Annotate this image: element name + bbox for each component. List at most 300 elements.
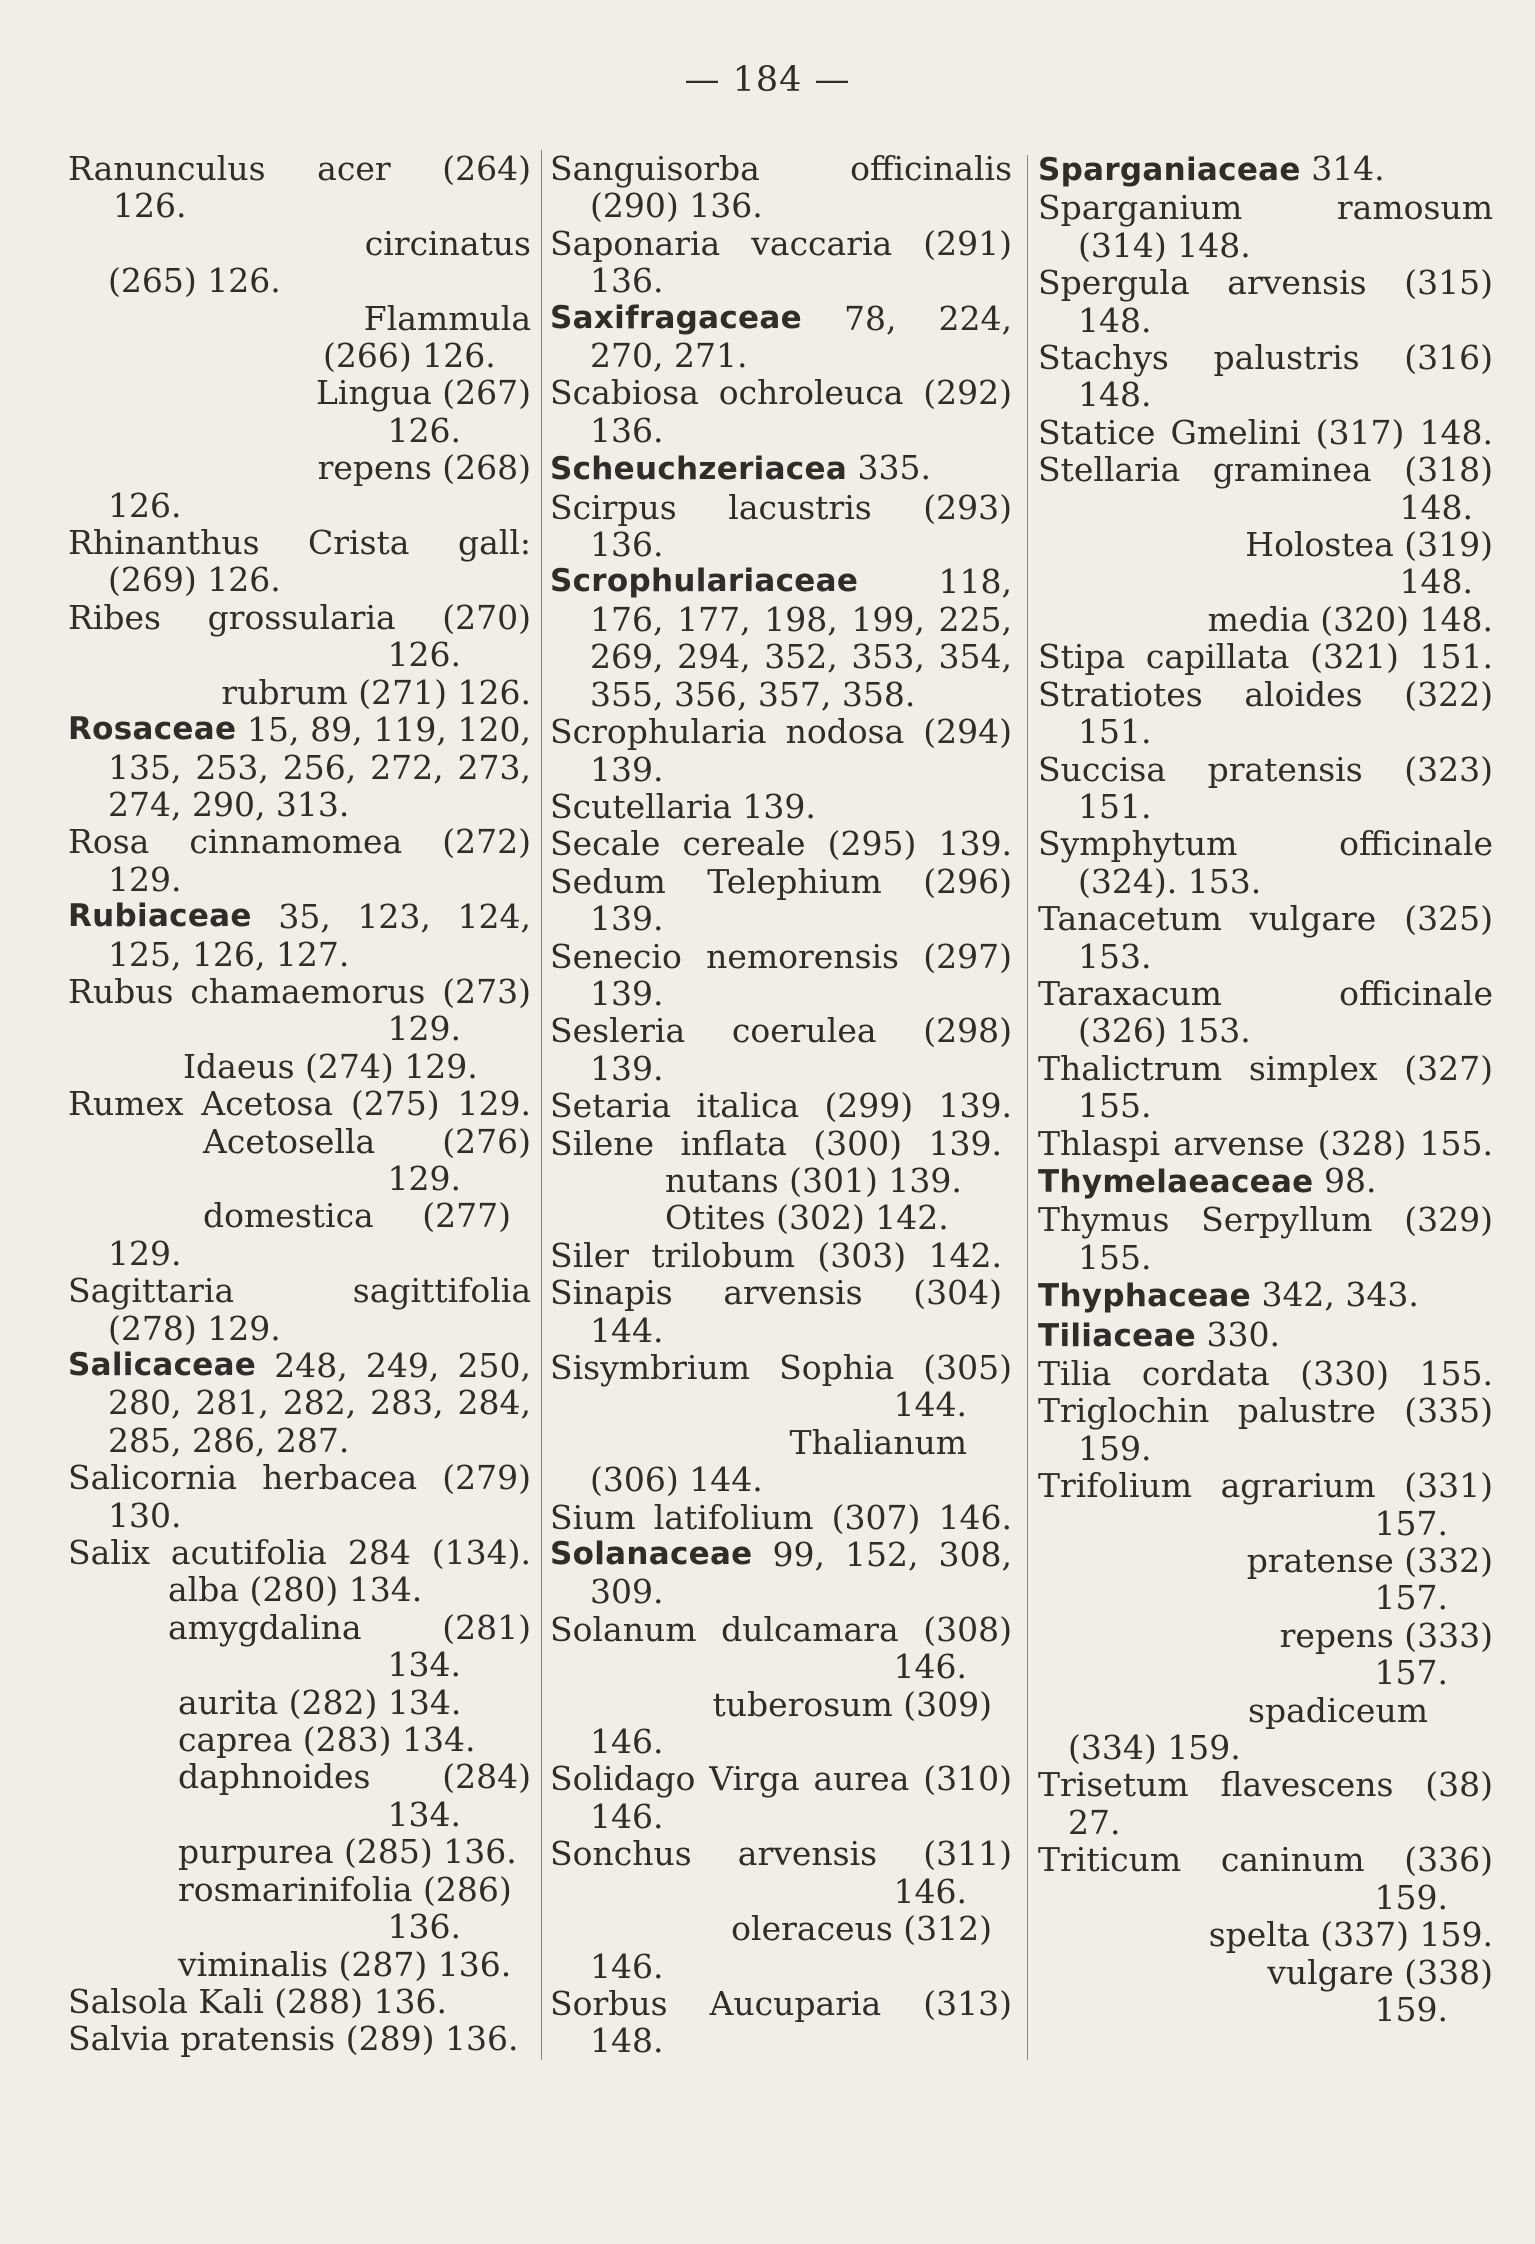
index-word: (277) [422, 1196, 511, 1236]
index-line [68, 1272, 531, 1309]
index-word: Ranunculus [68, 149, 266, 188]
index-word: (316) [1404, 338, 1493, 378]
index-word: (270) [442, 597, 531, 637]
index-word: (279) [442, 1458, 531, 1498]
index-line [550, 300, 1012, 337]
index-word: Rumex [68, 1084, 184, 1124]
index-word: palustre [1237, 1391, 1376, 1431]
index-line: 309. [590, 1572, 664, 1612]
index-word: Solanum [550, 1609, 697, 1649]
index-word: Sagittaria [68, 1271, 235, 1311]
index-word: 124, [457, 897, 531, 937]
index-line [1038, 1392, 1493, 1429]
index-word: ochroleuca [718, 373, 904, 413]
family-name: Thymelaeaceae [1038, 1163, 1314, 1200]
index-word: (275) [350, 1084, 440, 1124]
index-line: 157. [1374, 1578, 1448, 1618]
index-word: 146. [938, 1497, 1012, 1537]
index-word: 354, [938, 637, 1012, 677]
index-word: domestica [203, 1196, 374, 1236]
index-line [550, 1087, 1012, 1124]
index-line: Idaeus (274) 129. [183, 1046, 478, 1086]
index-word: 294, [677, 637, 751, 677]
index-word: ramosum [1336, 188, 1493, 228]
index-line [550, 1125, 1012, 1162]
index-line: repens (333) [1279, 1615, 1493, 1655]
index-word: 249, [365, 1346, 440, 1385]
index-line [1038, 1355, 1493, 1392]
family-name: Thyphaceae [1038, 1278, 1251, 1315]
index-line [550, 150, 1012, 187]
index-word: cereale [682, 824, 806, 864]
index-word: Trisetum [1038, 1765, 1189, 1805]
index-word: amygdalina [168, 1607, 362, 1647]
index-line: repens (268) [317, 448, 531, 488]
index-word: trilobum [651, 1235, 796, 1275]
index-word: (307) [831, 1497, 921, 1537]
index-word: inflata [680, 1123, 787, 1163]
index-line: alba (280) 134. [168, 1570, 423, 1610]
index-word: arvense [1173, 1123, 1305, 1163]
index-word: cinnamomea [189, 822, 403, 862]
index-line [550, 1349, 1012, 1386]
index-line: Holostea (319) [1245, 525, 1493, 565]
index-line: 148. [1399, 562, 1473, 602]
index-line: 157. [1374, 1503, 1448, 1543]
index-word: (327) [1404, 1048, 1493, 1088]
column-divider [1027, 155, 1028, 2060]
index-word: chamaemorus [190, 971, 426, 1011]
index-line: vulgare (338) [1267, 1952, 1493, 1992]
index-line: Salvia pratensis (289) 136. [68, 2019, 519, 2059]
index-line [68, 1085, 531, 1122]
index-word: (273) [442, 971, 531, 1011]
index-word: 199, [851, 599, 925, 639]
index-word: Sesleria [550, 1011, 686, 1051]
index-line [68, 823, 531, 860]
index-word: Stellaria [1038, 450, 1181, 490]
index-line: Tiliaceae 330. [1038, 1314, 1280, 1354]
index-line: circinatus [364, 223, 531, 263]
index-word: 253, [195, 747, 269, 787]
index-line [550, 1499, 1012, 1536]
index-word: Salicaceae [68, 1347, 257, 1383]
index-line [550, 489, 1012, 526]
index-word: 135, [108, 747, 182, 787]
index-line [68, 749, 531, 786]
index-word: gall: [457, 523, 531, 563]
index-word: (291) [923, 223, 1012, 263]
index-word: (331) [1404, 1466, 1493, 1506]
index-line: 155. [1078, 1237, 1152, 1277]
index-word: 177, [677, 599, 751, 639]
index-line [68, 1197, 531, 1234]
index-word: (299) [824, 1086, 914, 1126]
index-line: (326) 153. [1078, 1011, 1251, 1051]
index-word: Stipa [1038, 637, 1126, 677]
index-word: 225, [938, 599, 1012, 639]
index-word: Sedum [550, 861, 666, 901]
index-word: (296) [923, 861, 1012, 901]
index-line: (306) 144. [590, 1460, 763, 1500]
index-word: latifolium [653, 1497, 814, 1537]
index-line: (334) 159. [1068, 1728, 1241, 1768]
index-word: Salix [68, 1533, 151, 1573]
index-line: 126. [387, 410, 461, 450]
index-column-1 [68, 150, 531, 2058]
index-line [1038, 825, 1493, 862]
index-line [550, 1274, 1012, 1311]
index-word: Statice [1038, 412, 1156, 452]
index-line [550, 563, 1012, 600]
index-line [68, 1609, 531, 1646]
index-word: acutifolia [170, 1533, 327, 1573]
index-word: Gmelini [1170, 412, 1301, 452]
index-word: Scrophulariaceae [550, 563, 859, 600]
index-line [68, 150, 531, 187]
index-word: nemorensis [706, 936, 899, 976]
index-word: Sophia [779, 1348, 895, 1387]
index-line: Thyphaceae 342, 343. [1038, 1275, 1419, 1315]
index-word: 282, [282, 1383, 357, 1423]
index-line: 139. [590, 973, 664, 1013]
index-word: 120, [457, 710, 531, 750]
index-word: 155. [1419, 1123, 1493, 1163]
index-line: spelta (337) 159. [1208, 1915, 1493, 1955]
index-line [68, 1347, 531, 1384]
index-word: Salicornia [68, 1458, 237, 1498]
index-line: 126. [108, 485, 182, 525]
index-line [550, 713, 1012, 750]
index-word: (304) [913, 1273, 1002, 1313]
index-word: Rosaceae [68, 711, 237, 748]
index-line: 148. [1399, 487, 1473, 527]
index-line [1038, 451, 1493, 488]
index-line: 126. [113, 186, 187, 226]
index-line: 139. [590, 1048, 664, 1088]
index-line: (269) 126. [108, 560, 281, 600]
index-line [68, 599, 531, 636]
index-word: palustris [1213, 338, 1360, 378]
index-line: 157. [1374, 1653, 1448, 1693]
index-word: 269, [590, 637, 664, 677]
index-word: Scirpus [550, 487, 677, 527]
index-word: Virga [709, 1759, 800, 1799]
index-word: Sparganium [1038, 188, 1243, 228]
index-word: (322) [1404, 674, 1493, 714]
index-line: 144. [590, 1310, 664, 1350]
index-line [68, 973, 531, 1010]
index-line: oleraceus (312) [731, 1909, 992, 1949]
index-word: (315) [1404, 263, 1493, 303]
index-line: 159. [1078, 1428, 1152, 1468]
index-line: 134. [387, 1645, 461, 1685]
index-line: 159. [1374, 1989, 1448, 2029]
index-line: Scheuchzeriacea 335. [550, 448, 932, 488]
index-line [550, 1835, 1012, 1872]
index-word: 119, [373, 710, 447, 750]
index-line [550, 1237, 1012, 1274]
index-word: Triglochin [1038, 1391, 1210, 1431]
index-word: 15, [246, 710, 300, 750]
index-line [550, 374, 1012, 411]
column-divider [541, 150, 542, 2060]
index-word: Serpyllum [1201, 1200, 1373, 1240]
index-word: (305) [923, 1348, 1012, 1387]
index-line: 129. [108, 1233, 182, 1273]
index-line: Lingua (267) [316, 373, 531, 413]
index-line [1038, 1766, 1493, 1803]
index-word: 139. [928, 1123, 1002, 1163]
index-word: (313) [923, 1983, 1012, 2023]
index-word: (292) [923, 373, 1012, 413]
index-word: Saponaria [550, 223, 721, 263]
index-line: 136. [387, 1907, 461, 1947]
index-line: 151. [1078, 786, 1152, 826]
index-word: arvensis [1227, 263, 1367, 303]
index-line [550, 863, 1012, 900]
index-word: (323) [1404, 749, 1493, 789]
index-line: (324). 153. [1078, 861, 1262, 901]
index-line [550, 225, 1012, 262]
index-line: 129. [387, 1158, 461, 1198]
index-line: (265) 126. [108, 261, 281, 301]
index-word: 250, [457, 1346, 531, 1385]
index-word: (297) [923, 936, 1012, 976]
index-line: caprea (283) 134. [178, 1720, 476, 1760]
index-word: simplex [1248, 1048, 1378, 1088]
index-word: Taraxacum [1038, 973, 1222, 1013]
index-word: (336) [1404, 1840, 1493, 1880]
index-word: 176, [590, 599, 664, 639]
index-line [68, 524, 531, 561]
index-line: media (320) 148. [1207, 599, 1493, 639]
index-word: Thlaspi [1038, 1123, 1161, 1163]
index-word: 273, [457, 747, 531, 787]
index-word: officinale [1339, 824, 1493, 864]
index-line [1038, 1201, 1493, 1238]
index-line: (314) 148. [1078, 225, 1251, 265]
index-word: (281) [442, 1607, 531, 1647]
index-line: 146. [893, 1647, 967, 1687]
index-line: 155. [1078, 1086, 1152, 1126]
index-word: lacustris [728, 487, 872, 527]
index-word: Scrophularia [550, 712, 767, 752]
index-word: 89, [310, 710, 363, 750]
index-line: 355, 356, 357, 358. [590, 674, 916, 714]
index-word: Tilia [1038, 1354, 1112, 1393]
index-line: 134. [387, 1794, 461, 1834]
index-word: Sorbus [550, 1983, 668, 2023]
index-line: 144. [893, 1385, 967, 1425]
index-word: (294) [923, 712, 1012, 752]
index-line [550, 638, 1012, 675]
index-line [550, 1985, 1012, 2022]
index-word: flavescens [1220, 1765, 1394, 1805]
index-word: 283, [370, 1383, 444, 1423]
index-line: 130. [108, 1495, 182, 1535]
index-word: officinalis [850, 149, 1012, 188]
index-line: pratense (332) [1246, 1541, 1493, 1581]
index-word: Thymus [1038, 1200, 1170, 1240]
index-word: 139. [938, 1086, 1012, 1126]
index-line: Thymelaeaceae 98. [1038, 1160, 1377, 1200]
index-line [1038, 975, 1493, 1012]
index-word: coerulea [731, 1011, 877, 1051]
index-word: vulgare [1249, 899, 1377, 939]
index-line: 159. [1374, 1877, 1448, 1917]
family-name: Sparganiaceae [1038, 152, 1301, 188]
index-word: Saxifragaceae [550, 299, 802, 336]
index-word: 353, [851, 637, 925, 677]
index-word: (311) [923, 1834, 1012, 1874]
index-word: 308, [938, 1535, 1012, 1575]
index-word: (295) [827, 824, 917, 864]
index-word: cordata [1141, 1354, 1270, 1393]
index-line: 151. [1078, 712, 1152, 752]
index-line [68, 1384, 531, 1421]
index-word: caninum [1220, 1840, 1365, 1880]
index-line: 125, 126, 127. [108, 934, 350, 974]
index-word: Secale [550, 824, 661, 864]
index-line: Otites (302) 142. [665, 1198, 949, 1238]
index-word: (303) [817, 1235, 907, 1275]
index-word: acer [317, 149, 391, 188]
index-word: 155. [1419, 1354, 1493, 1393]
index-line: 148. [1078, 375, 1152, 415]
index-word: Triticum [1038, 1840, 1182, 1880]
index-word: 284 [347, 1533, 411, 1573]
page-number: — 184 — [684, 60, 851, 100]
index-line [1038, 264, 1493, 301]
index-line: (290) 136. [590, 186, 763, 226]
index-line: aurita (282) 134. [178, 1682, 462, 1722]
index-line [1038, 339, 1493, 376]
index-word: Rubus [68, 971, 174, 1011]
index-word: Trifolium [1038, 1466, 1193, 1506]
index-word: italica [696, 1086, 800, 1126]
index-column-2 [550, 150, 1012, 2060]
index-line: (278) 129. [108, 1308, 281, 1348]
index-line [550, 1536, 1012, 1573]
index-line [550, 601, 1012, 638]
index-line [1038, 1050, 1493, 1087]
index-word: Crista [308, 523, 410, 563]
index-line: 139. [590, 749, 664, 789]
index-word: (318) [1404, 450, 1493, 490]
index-line [68, 898, 531, 935]
index-word: (38) [1425, 1765, 1493, 1805]
index-line: 274, 290, 313. [108, 784, 350, 824]
index-line [1038, 1841, 1493, 1878]
index-word: (335) [1404, 1391, 1493, 1431]
index-word: agrarium [1220, 1466, 1376, 1506]
index-word: 281, [195, 1383, 269, 1423]
index-line [550, 1611, 1012, 1648]
family-name: Tiliaceae [1038, 1317, 1196, 1354]
index-word: 272, [370, 747, 444, 787]
index-word: (284) [442, 1757, 531, 1797]
index-word: Aucuparia [709, 1983, 882, 2023]
index-word: (276) [442, 1121, 531, 1161]
index-word: 139. [938, 824, 1012, 864]
index-word: grossularia [207, 597, 396, 637]
index-word: (328) [1317, 1123, 1407, 1163]
index-word: sagittifolia [352, 1271, 531, 1311]
index-word: Thalictrum [1038, 1048, 1223, 1088]
index-word: 78, [843, 298, 897, 338]
index-line [1038, 1125, 1493, 1162]
index-line: 153. [1078, 936, 1152, 976]
index-word: 148. [1419, 412, 1493, 452]
index-word: Sisymbrium [550, 1348, 751, 1387]
index-line: Thalianum [789, 1422, 967, 1462]
index-line [1038, 638, 1493, 675]
index-word: Succisa [1038, 749, 1166, 789]
index-word: 224, [938, 298, 1012, 338]
index-word: Telephium [707, 861, 882, 901]
index-line [1038, 900, 1493, 937]
index-word: aloides [1244, 674, 1363, 714]
index-line: 126. [387, 635, 461, 675]
index-word: Solidago [550, 1759, 696, 1799]
index-line [1038, 1467, 1493, 1504]
index-line [68, 1534, 531, 1571]
index-line: 129. [108, 859, 182, 899]
index-word: Siler [550, 1235, 630, 1275]
index-word: (329) [1404, 1200, 1493, 1240]
index-word: (293) [923, 487, 1012, 527]
family-name: Scheuchzeriacea [550, 451, 848, 488]
index-line: Salsola Kali (288) 136. [68, 1981, 447, 2021]
index-line: 270, 271. [590, 336, 748, 376]
index-line [550, 938, 1012, 975]
index-word: (317) [1315, 412, 1405, 452]
index-line: 146. [590, 1722, 664, 1762]
index-word: pratensis [1207, 749, 1363, 789]
index-word: 151. [1419, 637, 1493, 677]
index-line [1038, 676, 1493, 713]
index-line: rosmarinifolia (286) [178, 1869, 512, 1909]
index-word: Ribes [68, 597, 161, 637]
index-line: Scutellaria 139. [550, 786, 816, 826]
index-word: aurea [813, 1759, 910, 1799]
index-line: 285, 286, 287. [108, 1420, 350, 1460]
index-line [1038, 751, 1493, 788]
index-line: 27. [1068, 1802, 1121, 1842]
index-line: 148. [1078, 300, 1152, 340]
index-word: dulcamara [721, 1609, 899, 1649]
index-line: purpurea (285) 136. [178, 1832, 517, 1872]
index-word: 280, [108, 1383, 182, 1423]
index-word: 152, [845, 1535, 919, 1575]
index-word: Setaria [550, 1086, 672, 1126]
index-word: (272) [442, 822, 531, 862]
index-line [550, 1760, 1012, 1797]
index-word: Sonchus [550, 1834, 692, 1874]
index-line: 136. [590, 261, 664, 301]
index-word: Silene [550, 1123, 655, 1163]
index-word: (134). [431, 1533, 531, 1573]
index-word: 123, [357, 897, 431, 937]
index-line [68, 1758, 531, 1795]
index-word: Rosa [68, 822, 150, 862]
index-word: graminea [1212, 450, 1372, 490]
index-line [1038, 189, 1493, 226]
index-word: 284, [457, 1383, 531, 1423]
index-line [68, 1459, 531, 1496]
index-word: arvensis [723, 1273, 863, 1313]
